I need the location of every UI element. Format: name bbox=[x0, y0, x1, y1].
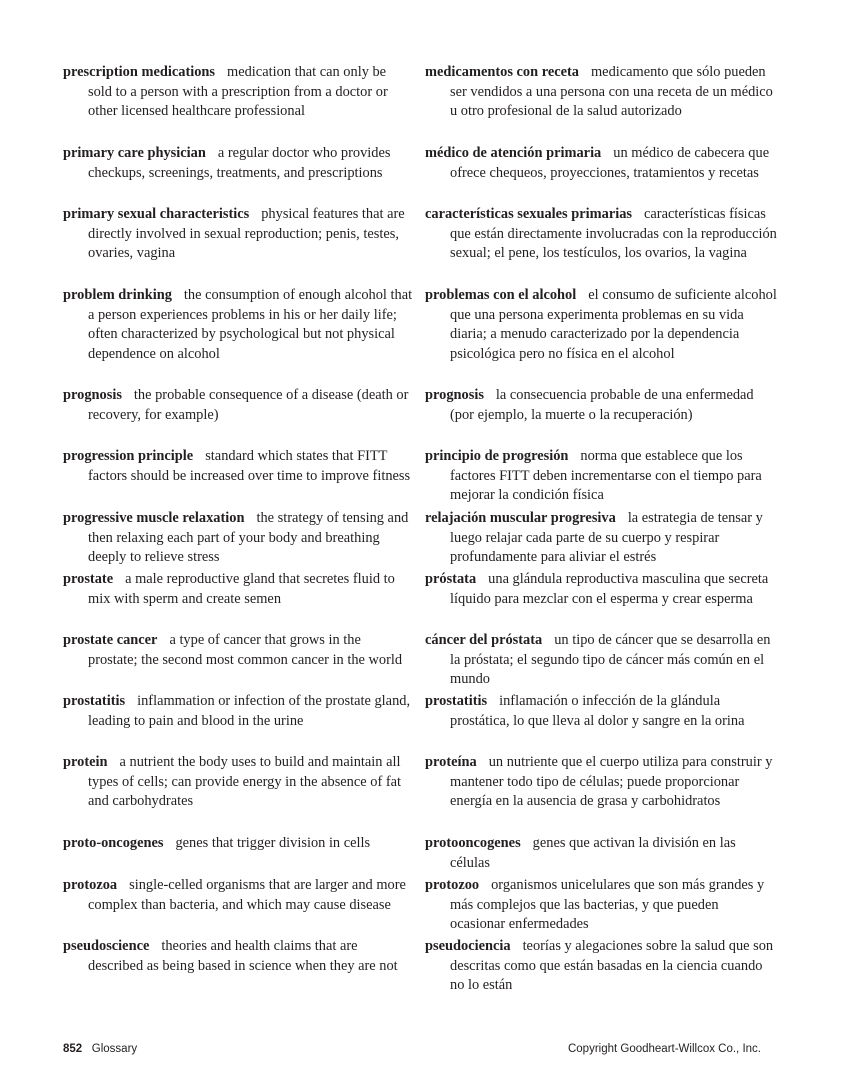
glossary-definition: norma que establece que los factores FITT deben incrementarse con el tiempo para mejorar la condición física bbox=[450, 448, 762, 504]
glossary-entry-en bbox=[63, 63, 413, 122]
glossary-definition: standard which states that FITT factors should be increased over time to improve fitness bbox=[88, 448, 411, 484]
glossary-entry-es bbox=[425, 753, 777, 812]
glossary-entry-es bbox=[425, 692, 777, 731]
glossary-entry-es bbox=[425, 834, 777, 873]
glossary-term: médico de atención primaria bbox=[425, 145, 602, 161]
glossary-term: prognosis bbox=[63, 387, 122, 403]
glossary-definition: a male reproductive gland that secretes fluid to mix with sperm and create semen bbox=[88, 571, 395, 607]
glossary-term: próstata bbox=[425, 571, 477, 587]
page-number: 852 bbox=[63, 1043, 83, 1055]
glossary-entry-en bbox=[63, 205, 413, 264]
glossary-term: proteína bbox=[425, 754, 477, 770]
glossary-definition: genes that trigger division in cells bbox=[175, 835, 371, 851]
glossary-definition: the probable consequence of a disease (death or recovery, for example) bbox=[88, 387, 409, 423]
glossary-entry-en bbox=[63, 876, 413, 915]
glossary-entry-en bbox=[63, 692, 413, 731]
glossary-definition: the strategy of tensing and then relaxing each part of your body and breathing deeply to relieve stress bbox=[88, 510, 409, 566]
glossary-definition: physical features that are directly involved in sexual reproduction; penis, testes, ovaries, vagina bbox=[88, 206, 405, 262]
glossary-definition: teorías y alegaciones sobre la salud que son descritas como que están basadas en la ciencia cuando no lo están bbox=[450, 938, 774, 994]
glossary-term: pseudoscience bbox=[63, 938, 150, 954]
glossary-term: prostate cancer bbox=[63, 632, 158, 648]
glossary-term: prescription medications bbox=[63, 64, 216, 80]
glossary-term: relajación muscular progresiva bbox=[425, 510, 616, 526]
glossary-definition: medication that can only be sold to a person with a prescription from a doctor or other licensed healthcare professional bbox=[88, 64, 388, 120]
glossary-entry-es bbox=[425, 447, 777, 506]
glossary-entry-en bbox=[63, 570, 413, 609]
glossary-definition: características físicas que están directamente involucradas con la reproducción sexual; el pene, los testículos, los ovarios, la vagina bbox=[450, 206, 777, 262]
glossary-term: primary care physician bbox=[63, 145, 206, 161]
glossary-term: protozoa bbox=[63, 877, 118, 893]
glossary-entry-es bbox=[425, 937, 777, 996]
glossary-definition: inflamación o infección de la glándula prostática, lo que lleva al dolor y sangre en la orina bbox=[450, 693, 745, 729]
glossary-entry-en bbox=[63, 286, 413, 364]
glossary-definition: theories and health claims that are described as being based in science when they are not bbox=[88, 938, 398, 974]
glossary-definition: genes que activan la división en las células bbox=[450, 835, 736, 871]
glossary-term: prostatitis bbox=[425, 693, 488, 709]
glossary-term: prognosis bbox=[425, 387, 484, 403]
glossary-term: prostatitis bbox=[63, 693, 126, 709]
glossary-term: pseudociencia bbox=[425, 938, 511, 954]
glossary-definition: the consumption of enough alcohol that a person experiences problems in his or her daily life; often characterized by psychological but not physical dependence on alcohol bbox=[88, 287, 413, 362]
glossary-term: protozoo bbox=[425, 877, 480, 893]
glossary-term: cáncer del próstata bbox=[425, 632, 543, 648]
page-footer-left bbox=[63, 1043, 137, 1055]
glossary-entry-es bbox=[425, 286, 777, 364]
glossary-term: medicamentos con receta bbox=[425, 64, 579, 80]
glossary-entry-en bbox=[63, 631, 413, 670]
glossary-entry-es bbox=[425, 570, 777, 609]
section-name: Glossary bbox=[91, 1043, 138, 1055]
glossary-definition: una glándula reproductiva masculina que secreta líquido para mezclar con el esperma y crear esperma bbox=[450, 571, 769, 607]
glossary-term: primary sexual characteristics bbox=[63, 206, 250, 222]
glossary-definition: single-celled organisms that are larger and more complex than bacteria, and which may cause disease bbox=[88, 877, 406, 913]
glossary-definition: la consecuencia probable de una enfermedad (por ejemplo, la muerte o la recuperación) bbox=[450, 387, 754, 423]
glossary-definition: un tipo de cáncer que se desarrolla en la próstata; el segundo tipo de cáncer más común en el mundo bbox=[450, 632, 771, 688]
glossary-entry-en bbox=[63, 386, 413, 425]
glossary-term: características sexuales primarias bbox=[425, 206, 633, 222]
glossary-definition: inflammation or infection of the prostate gland, leading to pain and blood in the urine bbox=[88, 693, 411, 729]
glossary-term: proto-oncogenes bbox=[63, 835, 164, 851]
glossary-definition: a regular doctor who provides checkups, screenings, treatments, and prescriptions bbox=[88, 145, 391, 181]
glossary-entry-es bbox=[425, 144, 777, 183]
glossary-entry-en bbox=[63, 937, 413, 976]
glossary-term: problemas con el alcohol bbox=[425, 287, 577, 303]
glossary-entry-es bbox=[425, 386, 777, 425]
glossary-entry-en bbox=[63, 753, 413, 812]
copyright-notice: Copyright Goodheart-Willcox Co., Inc. bbox=[567, 1043, 761, 1055]
glossary-term: progressive muscle relaxation bbox=[63, 510, 245, 526]
glossary-entry-es bbox=[425, 63, 777, 122]
glossary-definition: el consumo de suficiente alcohol que una persona experimenta problemas en su vida diaria; a menudo caracterizado por la dependencia psicológica pero no física en el alcohol bbox=[450, 287, 777, 362]
glossary-entry-es bbox=[425, 205, 777, 264]
glossary-term: progression principle bbox=[63, 448, 194, 464]
glossary-term: protooncogenes bbox=[425, 835, 521, 851]
glossary-definition: a type of cancer that grows in the prostate; the second most common cancer in the world bbox=[88, 632, 403, 668]
glossary-term: protein bbox=[63, 754, 108, 770]
glossary-term: principio de progresión bbox=[425, 448, 569, 464]
glossary-entry-es bbox=[425, 509, 777, 568]
glossary-term: prostate bbox=[63, 571, 114, 587]
glossary-entry-es bbox=[425, 876, 777, 935]
glossary-term: problem drinking bbox=[63, 287, 172, 303]
glossary-entry-en bbox=[63, 447, 413, 486]
glossary-entry-en bbox=[63, 509, 413, 568]
glossary-entry-en bbox=[63, 834, 413, 854]
glossary-entry-es bbox=[425, 631, 777, 690]
glossary-definition: organismos unicelulares que son más grandes y más complejos que las bacterias, y que pueden ocasionar enfermedades bbox=[450, 877, 765, 933]
glossary-entry-en bbox=[63, 144, 413, 183]
glossary-definition: a nutrient the body uses to build and maintain all types of cells; can provide energy in the absence of fat and carbohydrates bbox=[88, 754, 402, 810]
glossary-definition: un nutriente que el cuerpo utiliza para construir y mantener todo tipo de células; puede proporcionar energía en la ausencia de grasa y carbohidratos bbox=[450, 754, 773, 810]
glossary-definition: medicamento que sólo pueden ser vendidos a una persona con una receta de un médico u otro profesional de la salud autorizado bbox=[450, 64, 773, 120]
glossary-definition: la estrategia de tensar y luego relajar cada parte de su cuerpo y respirar profundamente para aliviar el estrés bbox=[450, 510, 763, 566]
glossary-definition: un médico de cabecera que ofrece chequeos, proyecciones, tratamientos y recetas bbox=[450, 145, 770, 181]
